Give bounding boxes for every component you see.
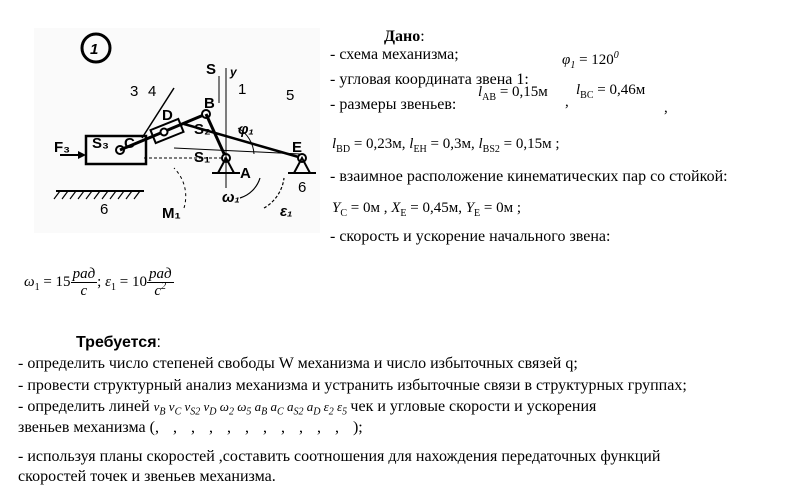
given-scheme: - схема механизма; <box>330 46 459 63</box>
label-s: S <box>206 61 217 78</box>
label-d: D <box>162 107 173 124</box>
label-phi1: φ₁ <box>238 121 254 138</box>
phi1-value: $\varphi_1 = 120^0$ <box>562 50 619 71</box>
label-link-3: 3 <box>130 83 139 100</box>
given-sizes: - размеры звеньев: <box>330 96 457 113</box>
given-speed: - скорость и ускорение начального звена: <box>330 228 611 245</box>
label-s1: S₁ <box>194 149 211 166</box>
label-m1: M₁ <box>162 205 181 222</box>
comma-sep-1: , <box>565 94 569 110</box>
label-e: E <box>292 139 303 156</box>
lengths-line: $l_{BD} = 0,23м$, $l_{EH} = 0,3м$, $l_{BS2} = 0,15м$ ; <box>332 136 560 155</box>
coords-line: $Y_C = 0м$ , $X_E = 0,45м$, $Y_E = 0м$ ; <box>332 200 522 219</box>
m1-arc <box>174 168 186 208</box>
required-item-4: - используя планы скоростей ,составить соотношения для нахождения передаточных функций <box>18 448 661 465</box>
joint-d <box>161 129 168 136</box>
required-item-4-line2: скоростей точек и звеньев механизма. <box>18 468 276 485</box>
label-omega1: ω₁ <box>222 189 240 206</box>
label-y: y <box>230 65 237 79</box>
label-s3: S₃ <box>92 135 109 152</box>
label-ground-6a: 6 <box>100 201 109 218</box>
l-bc-value: $l_{BC} = 0,46м$ <box>576 82 646 101</box>
required-title: Требуется: <box>76 334 161 351</box>
label-a: A <box>240 165 251 182</box>
label-f3: F₃ <box>54 139 71 156</box>
label-link-5: 5 <box>286 87 295 104</box>
label-link-1: 1 <box>238 81 247 98</box>
label-s2: S₂ <box>194 121 211 138</box>
variant-number: 1 <box>90 41 99 58</box>
given-angle: - угловая координата звена 1: <box>330 71 529 88</box>
required-item-2: - провести структурный анализ механизма и устранить избыточные связи в структурных группах; <box>18 377 687 394</box>
required-item-1: - определить число степеней свободы W механизма и число избыточных связей q; <box>18 355 578 372</box>
comma-sep-2: , <box>664 100 668 116</box>
given-pairs: - взаимное расположение кинематических пар со стойкой: <box>330 168 728 185</box>
given-title: Дано: <box>384 28 425 45</box>
mechanism-diagram <box>34 28 320 233</box>
l-ab-value: $l_{AB} = 0,15м$ <box>478 84 548 103</box>
label-link-4: 4 <box>148 83 157 100</box>
label-eps1: ε₁ <box>280 203 293 220</box>
ground-hatch-left <box>54 191 140 199</box>
label-b: B <box>204 95 215 112</box>
symbols-row: $\nu_B$ $\nu_C$ $\nu_{S2}$ $\nu_D$ $\omega_2$ $\omega_5$ $a_B$ $a_C$ $a_{S2}$ $a_D$ $\varepsilon_2$ $\varepsilon_5$ <box>153 399 348 418</box>
omega-eps-line: $\omega_1 = 15$ $\frac{\text{рад}}{с}$ ; $\varepsilon_1 = 10$ $\frac{\text{рад}}{с^2}$ <box>24 266 172 299</box>
label-ground-6b: 6 <box>298 179 307 196</box>
label-c: C <box>124 135 135 152</box>
required-item-3-line2: звеньев механизма (,,,,,,,,,,,); <box>18 419 363 436</box>
required-item-3: - определить линей $\nu_B$ $\nu_C$ $\nu_{S2}$ $\nu_D$ $\omega_2$ $\omega_5$ $a_B$ $a_C$ $a_{S2}$ $a_D$ $\varepsilon_2$ $\varepsilon_5$ чек и угловые скорости и ускорения <box>18 398 597 418</box>
